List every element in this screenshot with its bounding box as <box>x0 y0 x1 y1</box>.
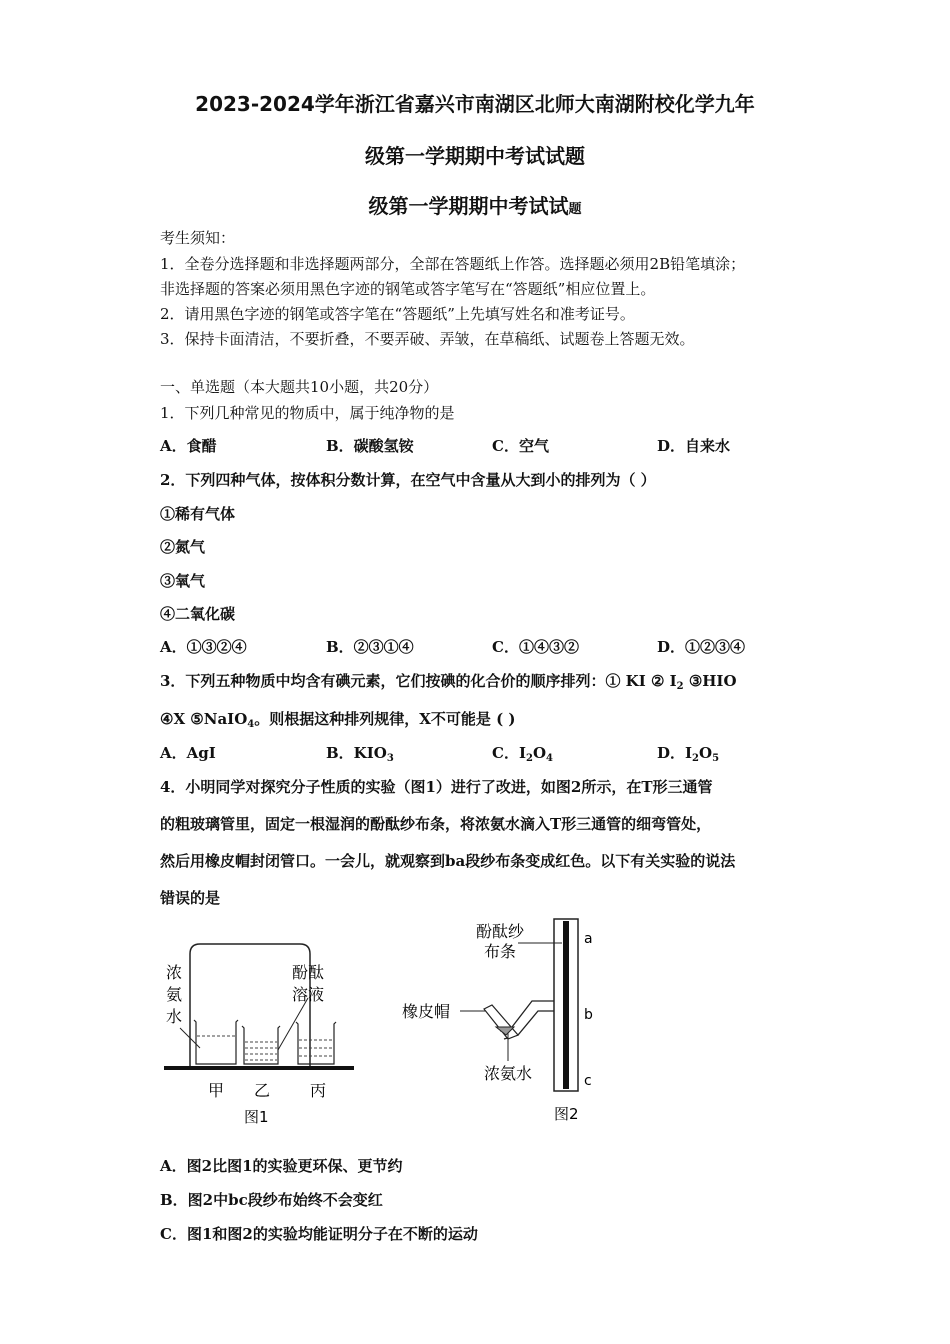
label-ammonia-1: 浓 <box>166 963 183 982</box>
q1-option-b: B．碳酸氢铵 <box>326 437 414 455</box>
q3-option-b <box>326 742 394 763</box>
figure-2-diagram <box>400 915 620 1130</box>
label-phenolphthalein-1: 酚酞 <box>292 963 325 982</box>
q3-option-d-text: D．I <box>657 744 693 762</box>
page-title-line3-small: 题 <box>568 202 582 217</box>
q1-option-d: D．自来水 <box>657 437 731 455</box>
q3-option-c-mid: O <box>532 744 547 762</box>
q3-option-d <box>657 742 719 763</box>
section-heading: 一、单选题（本大题共10小题，共20分） <box>160 378 439 396</box>
q4-option-c: C．图1和图2的实验均能证明分子在不断的运动 <box>160 1225 478 1243</box>
beaker-bing-liquid <box>299 1040 333 1056</box>
phenolphthalein-strip <box>563 921 569 1089</box>
page-title-line3 <box>0 190 950 219</box>
label-beaker-bing: 丙 <box>310 1081 327 1100</box>
q4-option-b: B．图2中bc段纱布始终不会变红 <box>160 1191 383 1209</box>
label-strip-2: 布条 <box>484 942 517 961</box>
q3-stem-sub: 2 <box>676 681 684 692</box>
page-title-line2: 级第一学期期中考试试题 <box>365 144 585 168</box>
base-plate <box>164 1066 354 1070</box>
mark-a: a <box>584 931 593 947</box>
q3-option-d-sub2: 5 <box>712 753 720 764</box>
q3-option-d-mid: O <box>699 744 713 762</box>
q3-option-c-sub2: 4 <box>546 753 553 764</box>
rubber-cap <box>484 1005 518 1039</box>
q3-option-a: A．AgI <box>160 744 216 762</box>
q1-option-c: C．空气 <box>492 437 549 455</box>
q4-stem-line2: 的粗玻璃管里，固定一根湿润的酚酞纱布条，将浓氨水滴入T形三通管的细弯管处， <box>160 815 712 833</box>
page-title-line1: 2023-2024学年浙江省嘉兴市南湖区北师大南湖附校化学九年 <box>195 92 755 116</box>
q3-line2-sub: 4 <box>247 719 255 730</box>
notice-item-3: 3．保持卡面清洁，不要折叠，不要弄破、弄皱，在草稿纸、试题卷上答题无效。 <box>160 330 695 348</box>
leader-phenolphthalein <box>278 998 308 1050</box>
notice-item-2: 2．请用黑色字迹的钢笔或答字笔在“答题纸”上先填写姓名和准考证号。 <box>160 305 635 323</box>
q3-option-d-sub1: 2 <box>692 753 699 764</box>
q3-option-b-text: B．KIO <box>326 744 387 762</box>
q2-option-a: A．①③②④ <box>160 638 247 656</box>
q2-item-4: ④二氧化碳 <box>160 605 236 623</box>
q2-item-2: ②氮气 <box>160 538 206 556</box>
q3-stem-b: ③HIO <box>683 672 737 690</box>
label-strip-1: 酚酞纱 <box>476 922 525 941</box>
q4-option-a: A．图2比图1的实验更环保、更节约 <box>160 1157 403 1175</box>
label-phenolphthalein-2: 溶液 <box>292 985 325 1004</box>
mark-c: c <box>584 1073 592 1089</box>
q3-line2-b: 。则根据这种排列规律，X不可能是 ( ) <box>254 710 516 728</box>
figure-2-caption: 图2 <box>554 1105 579 1123</box>
q2-item-3: ③氧气 <box>160 572 206 590</box>
q3-stem-a: 3．下列五种物质中均含有碘元素，它们按碘的化合价的顺序排列：① KI ② I <box>160 672 677 690</box>
q3-stem-line2 <box>160 708 516 729</box>
notice-item-1-cont: 非选择题的答案必须用黑色字迹的钢笔或答字笔写在“答题纸”相应位置上。 <box>160 280 656 298</box>
q4-stem-line4: 错误的是 <box>160 889 221 907</box>
q2-stem: 2．下列四种气体，按体积分数计算，在空气中含量从大到小的排列为（ ） <box>160 471 656 489</box>
notice-heading: 考生须知： <box>160 229 236 247</box>
beaker-bing <box>296 1022 336 1064</box>
beaker-yi <box>242 1026 280 1064</box>
beaker-jia <box>194 1020 238 1064</box>
q3-option-c-sub1: 2 <box>525 753 533 764</box>
q4-stem-line3: 然后用橡皮帽封闭管口。一会儿，就观察到ba段纱布条变成红色。以下有关实验的说法 <box>160 852 736 870</box>
q2-option-b: B．②③①④ <box>326 638 414 656</box>
q3-stem <box>160 670 737 691</box>
label-beaker-jia: 甲 <box>208 1081 225 1100</box>
q4-stem-line1: 4．小明同学对探究分子性质的实验（图1）进行了改进，如图2所示，在T形三通管 <box>160 778 713 796</box>
label-ammonia: 浓氨水 <box>484 1064 533 1083</box>
label-ammonia-3: 水 <box>166 1007 183 1026</box>
q3-option-c <box>492 742 553 763</box>
q2-option-d: D．①②③④ <box>657 638 746 656</box>
label-rubber-cap: 橡皮帽 <box>402 1002 451 1021</box>
beaker-yi-liquid <box>245 1042 277 1060</box>
figure-1-caption: 图1 <box>244 1108 269 1126</box>
q3-option-b-sub: 3 <box>386 753 394 764</box>
q2-item-1: ①稀有气体 <box>160 505 236 523</box>
q1-option-a: A．食醋 <box>160 437 217 455</box>
q3-option-c-text: C．I <box>492 744 526 762</box>
label-beaker-yi: 乙 <box>254 1081 271 1100</box>
q2-option-c: C．①④③② <box>492 638 579 656</box>
label-ammonia-2: 氨 <box>166 985 183 1004</box>
notice-item-1: 1．全卷分选择题和非选择题两部分，全部在答题纸上作答。选择题必须用2B铅笔填涂； <box>160 255 746 273</box>
page-title-line3-main: 级第一学期期中考试试 <box>368 194 569 218</box>
q3-line2-a: ④X ⑤NaIO <box>160 710 248 728</box>
figure-1-diagram <box>160 940 360 1130</box>
q1-stem: 1．下列几种常见的物质中，属于纯净物的是 <box>160 404 455 422</box>
mark-b: b <box>584 1007 593 1023</box>
